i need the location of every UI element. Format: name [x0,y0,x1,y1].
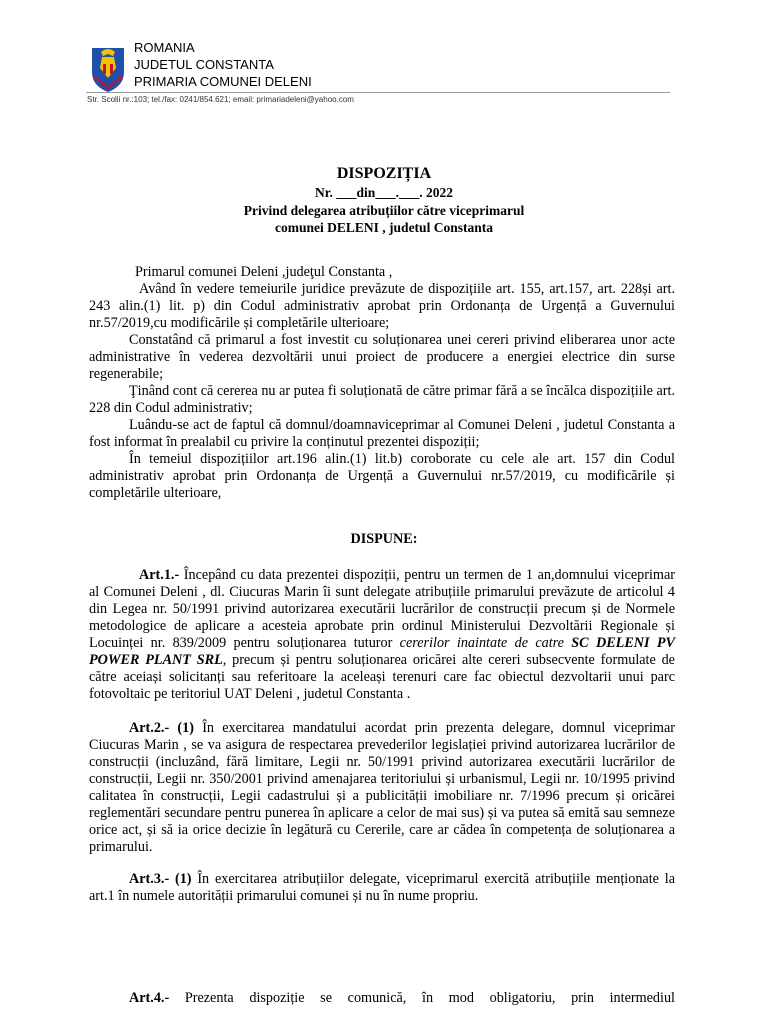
preamble-conflict: Ţinând cont că cererea nu ar putea fi soluționată de către primar fără a se încălca dispozițiile art. 228 din Codul administrativ; [89,383,675,416]
preamble-legal-basis: Având în vedere temeiurile juridice prevăzute de dispozițiile art. 155, art.157, art. 228și art. 243 alin.(1) lit. p) din Codul administrativ aprobat prin Ordonanța de Urgență a Guvernului nr.57/2019,cu modificările și completările ulterioare; [89,281,675,331]
article-1-text-b: , precum și pentru soluționarea oricărei alte cereri subsecvente formulate de către aceiași solicitanți sau referitoare la aceleași terenuri care fac obiectul dezvoltarii unui parc fotovoltaic pe teritoriul UAT Deleni , judetul Constanta . [89,652,675,702]
article-2 [89,720,675,856]
preamble [89,264,675,502]
header-institution: PRIMARIA COMUNEI DELENI [134,74,312,89]
header-contact: Str. Scolii nr.:103; tel./fax: 0241/854.621; email: primariadeleni@yahoo.com [87,95,354,104]
preamble-informed: Luându-se act de faptul că domnul/doamnaviceprimar al Comunei Deleni , judetul Constanta a fost informat în prealabil cu privire la conținutul prezentei dispoziții; [89,417,675,450]
article-4-label: Art.4.- [129,990,170,1006]
article-4 [89,990,675,1007]
preamble-request: Constatând că primarul a fost investit cu soluționarea unei cereri privind eliberarea unor acte administrative în vederea dezvoltării unui proiect de producere a energiei electrice din surse regenerabile; [89,332,675,382]
header-divider [86,92,670,93]
article-3-text: În exercitarea atribuțiilor delegate, viceprimarul exercită atribuțiile menționate la art.1 în numele autorității primarului comunei și nu în nume propriu. [89,871,676,904]
article-1-text-a: Începând cu data prezentei dispoziții, pentru un termen de 1 an,domnului viceprimar al Comunei Deleni , dl. Ciucuras Marin îi sunt delegate atribuțiile primarului prevăzute de articolul 4 din Legea nr. 50/1991 privind autorizarea executării lucrărilor de construcții precum și de Normele metodologice de aplicare a acesteia aprobate prin ordinul Ministerului Dezvoltării Regionale și Locuinței nr. 839/2009 pentru soluționarea tuturor [89,567,675,651]
dispune-heading: DISPUNE: [350,531,418,547]
article-1-label: Art.1.- [139,567,180,583]
document-number: Nr. ___din___.___. 2022 [315,185,453,200]
header-county: JUDETUL CONSTANTA [134,57,274,72]
header-country: ROMANIA [134,40,195,55]
document-subject-line2: comunei DELENI , judetul Constanta [275,220,493,235]
document-title: DISPOZIȚIA [336,165,432,182]
article-1-company: SC DELENI PV POWER PLANT SRL [89,635,676,668]
preamble-grounds: În temeiul dispozițiilor art.196 alin.(1) lit.b) coroborate cu cele ale art. 157 din Codul administrativ aprobat prin Ordonanța de Urgență a Guvernului nr.57/2019, cu modificările și completările ulterioare, [89,451,675,501]
preamble-mayor: Primarul comunei Deleni ,judeţul Constanta , [135,264,393,280]
article-3 [89,871,675,905]
article-1-italic: cererilor inaintate de catre [399,635,564,651]
article-2-text: În exercitarea mandatului acordat prin prezenta delegare, domnul viceprimar Ciucuras Marin , se va asigura de respectarea prevederilor legislației privind autorizarea lucrărilor de construcții (incluzând, fără limitare, Legii nr. 50/1991 privind autorizarea executării lucrărilor de construcții, Legii nr. 350/2001 privind amenajarea teritoriului și urbanismul, Legii nr. 10/1995 privind calitatea în construcții, Legii cadastrului și a publicității imobiliare nr. 7/1996 precum și oricărei reglementări secundare pentru punerea în aplicare a celor de mai sus) și va putea să emită sau semneze orice act, și să ia orice decizie în legătură cu Cererile, care ar cădea în competența de soluționarea a primarului. [89,720,675,855]
article-3-label: Art.3.- (1) [129,871,192,887]
document-subject-line1: Privind delegarea atribuțiilor către viceprimarul [243,203,525,218]
article-1 [89,567,675,703]
article-2-label: Art.2.- (1) [129,720,194,736]
article-4-text: Prezenta dispoziție se comunică, în mod obligatoriu, prin intermediul [169,990,675,1006]
coat-of-arms-icon [88,42,128,94]
